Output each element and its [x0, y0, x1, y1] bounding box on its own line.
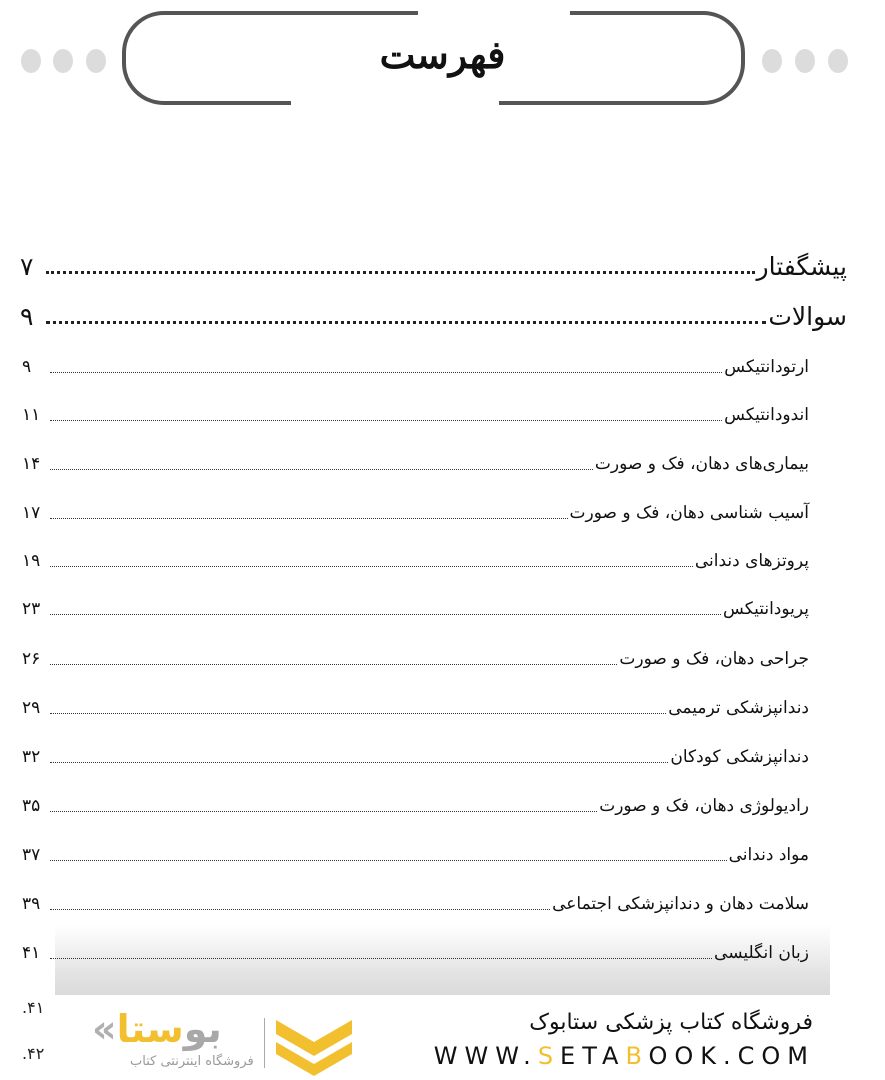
toc-entry[interactable]: [22, 405, 809, 425]
toc-entry-label: مواد دندانی: [728, 845, 809, 865]
toc-entry[interactable]: [22, 747, 809, 767]
store-logo[interactable]: [92, 1007, 362, 1076]
toc-entry[interactable]: [22, 943, 809, 963]
dot-leader: [50, 420, 722, 421]
toc-entry-label: اندودانتیکس: [724, 405, 809, 425]
dot-leader: [50, 614, 721, 615]
toc-entry-major[interactable]: [20, 252, 847, 281]
dot-leader: [50, 664, 617, 665]
page-title: فهرست: [379, 32, 506, 77]
toc-entry-page: ۲۳: [22, 599, 41, 619]
toc-entry-label: پریودانتیکس: [723, 599, 809, 619]
toc-entry-label: سلامت دهان و دندانپزشکی اجتماعی: [552, 894, 809, 914]
toc-entry-page: ۱۷: [22, 503, 41, 523]
toc-entry[interactable]: [22, 894, 809, 914]
toc-entry-label: سوالات: [768, 302, 847, 331]
dot-leader: [50, 811, 597, 812]
logo-wordmark: « بوستا: [92, 1007, 222, 1051]
toc-entry-page: ۳۹: [22, 894, 41, 914]
toc-entry-label: ارتودانتیکس: [724, 357, 809, 377]
toc-entry[interactable]: [22, 649, 809, 669]
toc-entry-page: ۱۹: [22, 551, 41, 571]
dot-leader: [50, 469, 593, 470]
toc-entry[interactable]: [22, 845, 809, 865]
toc-entry-label: پیشگفتار: [756, 252, 847, 281]
toc-entry[interactable]: [22, 796, 809, 816]
decorative-dot: [795, 49, 815, 73]
decorative-dot: [86, 49, 106, 73]
dot-leader: [50, 518, 568, 519]
toc-entry-label: بیماری‌های دهان، فک و صورت: [594, 454, 809, 474]
toc-entry-page: ۳۷: [22, 845, 41, 865]
toc-entry[interactable]: [22, 357, 809, 377]
toc-entry-label: پروتزهای دندانی: [694, 551, 809, 571]
toc-entry-label: دندانپزشکی ترمیمی: [668, 698, 809, 718]
dot-leader: [50, 713, 666, 714]
toc-entry-major[interactable]: [20, 302, 847, 331]
toc-entry-label: آسیب شناسی دهان، فک و صورت: [569, 503, 809, 523]
toc-entry-label: دندانپزشکی کودکان: [670, 747, 809, 767]
toc-entry[interactable]: [22, 454, 809, 474]
toc-entry[interactable]: [22, 698, 809, 718]
frame-gap-top: [418, 9, 570, 17]
toc-entry-page: ۲۹: [22, 698, 41, 718]
dot-leader: [50, 566, 693, 567]
dot-leader: [46, 271, 755, 274]
chevron-stack-icon: [274, 1014, 354, 1076]
toc-entry-page: ۴۱: [22, 943, 41, 963]
toc-entry-page: ۱۱: [22, 405, 41, 425]
toc-entry-label: زبان انگلیسی: [714, 943, 809, 963]
decorative-dot: [21, 49, 41, 73]
toc-entry-page: ۷: [20, 252, 34, 281]
store-name: فروشگاه کتاب پزشکی ستابوک: [529, 1010, 813, 1035]
decorative-dot: [53, 49, 73, 73]
toc-entry-label: جراحی دهان، فک و صورت: [619, 649, 809, 669]
page-number-fragment: ۴۱.: [22, 998, 45, 1017]
dot-leader: [50, 762, 668, 763]
toc-entry-page: ۲۶: [22, 649, 41, 669]
toc-entry-page: ۱۴: [22, 454, 41, 474]
toc-entry[interactable]: [22, 503, 809, 523]
dot-leader: [46, 321, 766, 324]
store-website-link[interactable]: WWW.SETABOOK.COM: [433, 1042, 815, 1070]
dot-leader: [50, 372, 722, 373]
dot-leader: [50, 909, 550, 910]
decorative-dot: [828, 49, 848, 73]
toc-entry-page: ۳۲: [22, 747, 41, 767]
page-number-fragment: ۴۲.: [22, 1044, 45, 1063]
frame-gap-bottom: [291, 100, 499, 108]
dot-leader: [50, 958, 712, 959]
toc-entry-page: ۹: [22, 357, 32, 377]
toc-entry[interactable]: [22, 551, 809, 571]
toc-entry[interactable]: [22, 599, 809, 619]
toc-entry-label: رادیولوژی دهان، فک و صورت: [599, 796, 809, 816]
double-chevron-icon: «: [92, 1007, 117, 1051]
toc-entry-page: ۹: [20, 302, 34, 331]
dot-leader: [50, 860, 727, 861]
decorative-dot: [762, 49, 782, 73]
logo-divider: [264, 1018, 265, 1068]
toc-entry-page: ۳۵: [22, 796, 41, 816]
page-header: [0, 0, 885, 120]
logo-subtitle: فروشگاه اینترنتی کتاب: [130, 1054, 254, 1069]
